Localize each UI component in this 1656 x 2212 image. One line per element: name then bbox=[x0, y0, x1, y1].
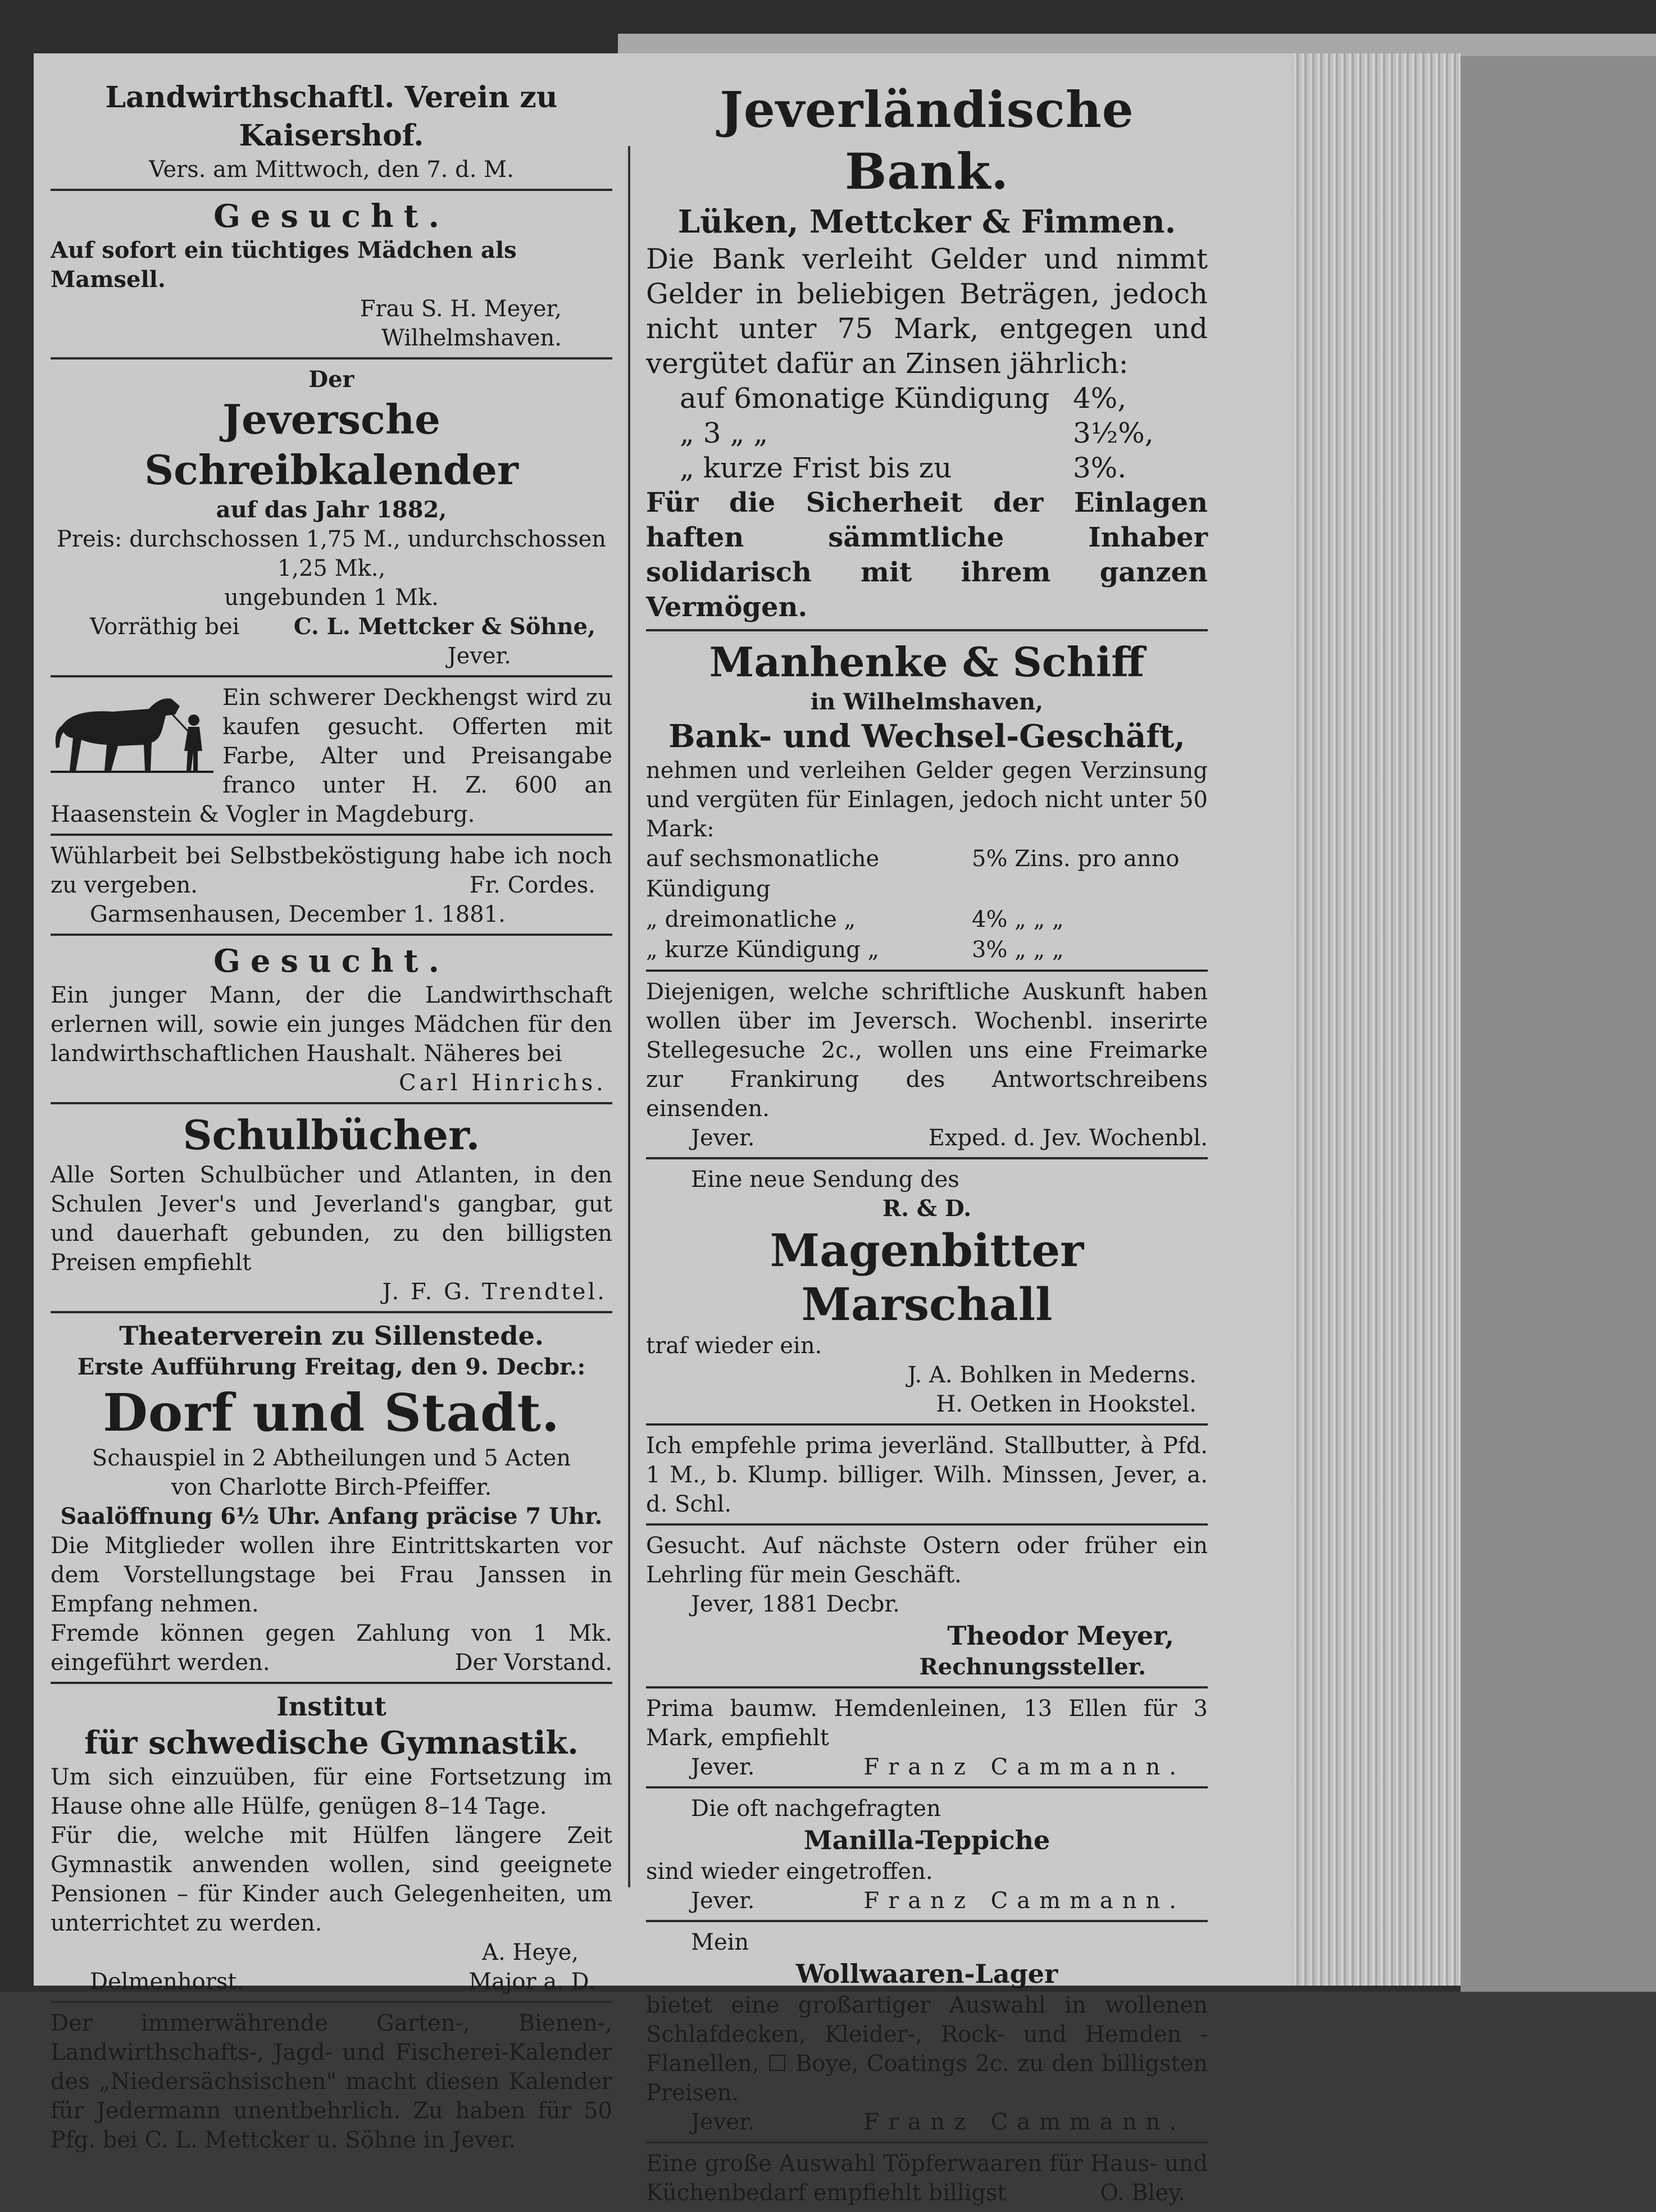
ad-place: Jever, 1881 Decbr. bbox=[691, 1591, 900, 1617]
rate-value: 4%, bbox=[1073, 382, 1127, 415]
ad-text: bietet eine großartiger Auswahl in wollenen Schlafdecken, Kleider-, Rock- und Hemden - Flanellen, ☐ Boye, Coatings 2c. zu den billigsten Preisen. bbox=[646, 1992, 1208, 2106]
ad-pre: Eine neue Sendung des bbox=[691, 1167, 959, 1193]
ad-subtitle: Bank- und Wechsel-Geschäft, bbox=[668, 718, 1185, 755]
ad-pre: Mein bbox=[691, 1929, 749, 1955]
ad-title: Jeverländische Bank. bbox=[720, 80, 1134, 201]
ad-text: Der immerwährende Garten-, Bienen-, Landwirthschafts-, Jagd- und Fischerei-Kalender des „Niedersächsischen" macht diesen Kalender für Jedermann unentbehrlich. Zu haben für 50 Pfg. bei C. L. Mettcker u. Söhne in Jever. bbox=[51, 2010, 612, 2153]
ad-place: Delmenhorst. bbox=[90, 1969, 244, 1995]
ad-schulbuecher bbox=[51, 1104, 612, 1313]
left-column bbox=[51, 73, 612, 2159]
ad-signature: Frau S. H. Meyer, bbox=[360, 296, 562, 322]
ad-theaterverein bbox=[51, 1313, 612, 1684]
ad-text: Ich empfehle prima jeverländ. Stallbutter, à Pfd. 1 M., b. Klump. billiger. Wilh. Minssen, Jever, a. d. Schl. bbox=[646, 1433, 1208, 1517]
ad-text: Diejenigen, welche schriftliche Auskunft haben wollen über im Jeversch. Wochenbl. inserirte Stellegesuche 2c., wollen uns eine Freimarke zur Frankirung des Antwortschreibens einsenden. bbox=[646, 979, 1208, 1122]
rate-label: „ kurze Kündigung „ bbox=[646, 937, 880, 963]
ad-times: Saalöffnung 6½ Uhr. Anfang präcise 7 Uhr. bbox=[60, 1503, 603, 1530]
rate-label: auf 6monatige Kündigung bbox=[680, 382, 1050, 415]
ad-year: auf das Jahr 1882, bbox=[216, 497, 447, 523]
ad-title: Gesucht. bbox=[213, 943, 449, 980]
ad-line: Vers. am Mittwoch, den 7. d. M. bbox=[149, 157, 514, 183]
ad-price: Preis: durchschossen 1,75 M., undurchschossen 1,25 Mk., bbox=[56, 526, 607, 581]
ad-subtitle: Erste Aufführung Freitag, den 9. Decbr.: bbox=[77, 1354, 586, 1380]
ad-price: ungebunden 1 Mk. bbox=[224, 585, 439, 611]
ad-manhenke-schiff bbox=[646, 631, 1208, 972]
ad-signature: O. Bley. bbox=[1100, 2180, 1185, 2206]
ad-title: Landwirthschaftl. Verein zu Kaisershof. bbox=[105, 80, 558, 153]
ad-signature: Carl Hinrichs. bbox=[399, 1070, 607, 1096]
ad-title: Manilla-Teppiche bbox=[803, 1825, 1050, 1855]
book-cover-board bbox=[1461, 34, 1656, 1992]
ad-text: Auf sofort ein tüchtiges Mädchen als Mamsell. bbox=[51, 237, 517, 293]
ad-signature: Exped. d. Jev. Wochenbl. bbox=[928, 1125, 1208, 1151]
ad-place: Garmsenhausen, December 1. 1881. bbox=[90, 902, 506, 927]
ad-rank: Major a. D. bbox=[468, 1969, 595, 1995]
ad-gesucht-landwirthschaft bbox=[51, 936, 612, 1104]
column-rule bbox=[628, 146, 630, 1887]
ad-landwirthschaftl-verein bbox=[51, 73, 612, 191]
rate-value: 5% Zins. pro anno bbox=[972, 846, 1180, 872]
ad-institut-gymnastik bbox=[51, 1684, 612, 2003]
ad-pre: Der bbox=[308, 366, 354, 393]
ad-text: Die Bank verleiht Gelder und nimmt Gelder in beliebigen Beträgen, jedoch nicht unter 75 Mark, entgegen und vergütet dafür an Zinsen jährlich: bbox=[646, 243, 1208, 380]
ad-pre: Die oft nachgefragten bbox=[691, 1796, 941, 1822]
ad-signature: Theodor Meyer, bbox=[947, 1621, 1174, 1651]
ad-signature: A. Heye, bbox=[482, 1940, 579, 1965]
rate-value: 4% „ „ „ bbox=[972, 907, 1064, 932]
ad-text: Die Mitglieder wollen ihre Eintrittskarten vor dem Vorstellungstage bei Frau Janssen in Empfang nehmen. bbox=[51, 1533, 612, 1617]
ad-wuehlarbeit bbox=[51, 836, 612, 936]
ad-signature: Der Vorstand. bbox=[454, 1650, 612, 1676]
ad-wollwaaren-lager bbox=[646, 1922, 1208, 2143]
ad-text: Ein schwerer Deckhengst wird zu kaufen gesucht. Offerten mit Farbe, Alter und Preisangabe franco unter H. Z. 600 an Haasenstein & Vogler in Magdeburg. bbox=[51, 685, 612, 827]
ad-desc: von Charlotte Birch-Pfeiffer. bbox=[171, 1474, 492, 1500]
ad-kalender-niedersaechsischen bbox=[51, 2003, 612, 2159]
ad-text: Um sich einzuüben, für eine Fortsetzung im Hause ohne alle Hülfe, genügen 8–14 Tage. bbox=[51, 1764, 612, 1819]
rate-label: „ 3 „ „ bbox=[680, 417, 768, 449]
ad-title: Manhenke & Schiff bbox=[709, 638, 1145, 686]
ad-toepferwaaren bbox=[646, 2143, 1208, 2212]
top-edge-strip bbox=[618, 34, 1656, 56]
ad-place: Jever. bbox=[447, 643, 511, 669]
ad-place: Jever. bbox=[691, 1888, 755, 1914]
ad-gesucht-mamsell bbox=[51, 191, 612, 359]
ad-deckhengst bbox=[51, 677, 612, 836]
ad-signature: Franz Cammann. bbox=[863, 1754, 1185, 1780]
ad-closing: Für die Sicherheit der Einlagen haften sämmtliche Inhaber solidarisch mit ihrem ganzen Vermögen. bbox=[646, 487, 1208, 623]
rate-value: 3% „ „ „ bbox=[972, 937, 1064, 963]
ad-text: Ein junger Mann, der die Landwirthschaft erlernen will, sowie ein junges Mädchen für den landwirthschaftlichen Haushalt. Näheres bei bbox=[51, 982, 612, 1067]
ad-schreibkalender bbox=[51, 359, 612, 677]
ad-text: Wühlarbeit bei Selbstbeköstigung habe ich noch zu vergeben. bbox=[51, 843, 612, 898]
rate-label: „ dreimonatliche „ bbox=[646, 907, 856, 932]
ad-post: traf wieder ein. bbox=[646, 1333, 822, 1359]
ad-stallbutter bbox=[646, 1426, 1208, 1526]
ad-signature: Franz Cammann. bbox=[863, 1888, 1185, 1914]
ad-title: für schwedische Gymnastik. bbox=[84, 1724, 579, 1762]
rate-value: 3½%, bbox=[1073, 417, 1154, 449]
ad-title: Theaterverein zu Sillenstede. bbox=[119, 1321, 544, 1351]
ad-manilla-teppiche bbox=[646, 1788, 1208, 1922]
ad-title: Schulbücher. bbox=[183, 1111, 480, 1159]
ad-play-title: Dorf und Stadt. bbox=[103, 1382, 560, 1443]
ad-signature: Franz Cammann. bbox=[863, 2109, 1185, 2135]
ad-post: sind wieder eingetroffen. bbox=[646, 1859, 933, 1885]
ad-lehrling bbox=[646, 1526, 1208, 1688]
ad-hemdenleinen bbox=[646, 1688, 1208, 1788]
rate-value: 3%. bbox=[1073, 452, 1127, 484]
rate-label: „ kurze Frist bis zu bbox=[680, 452, 952, 484]
ad-title: Wollwaaren-Lager bbox=[795, 1959, 1058, 1989]
ad-signature: Fr. Cordes. bbox=[469, 872, 595, 898]
ad-signature: J. F. G. Trendtel. bbox=[382, 1279, 607, 1305]
ad-mark: R. & D. bbox=[882, 1195, 972, 1222]
ad-title: Gesucht. bbox=[213, 198, 449, 235]
ad-title: Magenbitter Marschall bbox=[770, 1224, 1084, 1331]
ad-place: Jever. bbox=[691, 1125, 755, 1151]
ad-signature: J. A. Bohlken in Mederns. bbox=[907, 1362, 1196, 1388]
horse-and-groom-icon bbox=[51, 686, 213, 776]
ad-role: Rechnungssteller. bbox=[919, 1654, 1146, 1680]
ad-jeverlaendische-bank bbox=[646, 73, 1208, 631]
rate-label: auf sechsmonatliche Kündigung bbox=[646, 846, 880, 902]
ad-place: in Wilhelmshaven, bbox=[810, 689, 1044, 715]
ad-subtitle: Lüken, Mettcker & Fimmen. bbox=[677, 203, 1176, 240]
ad-text: Fremde können gegen Zahlung von 1 Mk. eingeführt werden. bbox=[51, 1621, 612, 1676]
ad-stock-shop: C. L. Mettcker & Söhne, bbox=[293, 613, 595, 640]
ad-magenbitter bbox=[646, 1159, 1208, 1426]
ad-exped-wochenblatt bbox=[646, 972, 1208, 1159]
right-column bbox=[646, 73, 1208, 2212]
ad-text: Gesucht. Auf nächste Ostern oder früher ein Lehrling für mein Geschäft. bbox=[646, 1533, 1208, 1588]
page-edges bbox=[1292, 53, 1461, 1986]
ad-text: Alle Sorten Schulbücher und Atlanten, in den Schulen Jever's und Jeverland's gangbar, gut und dauerhaft gebunden, zu den billigsten Preisen empfiehlt bbox=[51, 1162, 612, 1276]
ad-signature: H. Oetken in Hookstel. bbox=[936, 1391, 1196, 1417]
ad-text: Für die, welche mit Hülfen längere Zeit Gymnastik anwenden wollen, sind geeignete Pensionen – für Kinder auch Gelegenheiten, um unterrichtet zu werden. bbox=[51, 1823, 612, 1936]
ad-place: Jever. bbox=[691, 1754, 755, 1780]
ad-place: Wilhelmshaven. bbox=[381, 325, 562, 351]
ad-stock-label: Vorräthig bei bbox=[90, 614, 240, 640]
ad-text: nehmen und verleihen Gelder gegen Verzinsung und vergüten für Einlagen, jedoch nicht unter 50 Mark: bbox=[646, 758, 1208, 842]
ad-title: Jeversche Schreibkalender bbox=[144, 395, 518, 494]
ad-place: Jever. bbox=[691, 2109, 755, 2135]
ad-text: Prima baumw. Hemdenleinen, 13 Ellen für 3 Mark, empfiehlt bbox=[646, 1696, 1208, 1751]
ad-desc: Schauspiel in 2 Abtheilungen und 5 Acten bbox=[92, 1445, 571, 1471]
ad-title: Institut bbox=[276, 1691, 386, 1722]
ad-text: Eine große Auswahl Töpferwaaren für Haus- und Küchenbedarf empfiehlt billigst bbox=[646, 2151, 1208, 2206]
